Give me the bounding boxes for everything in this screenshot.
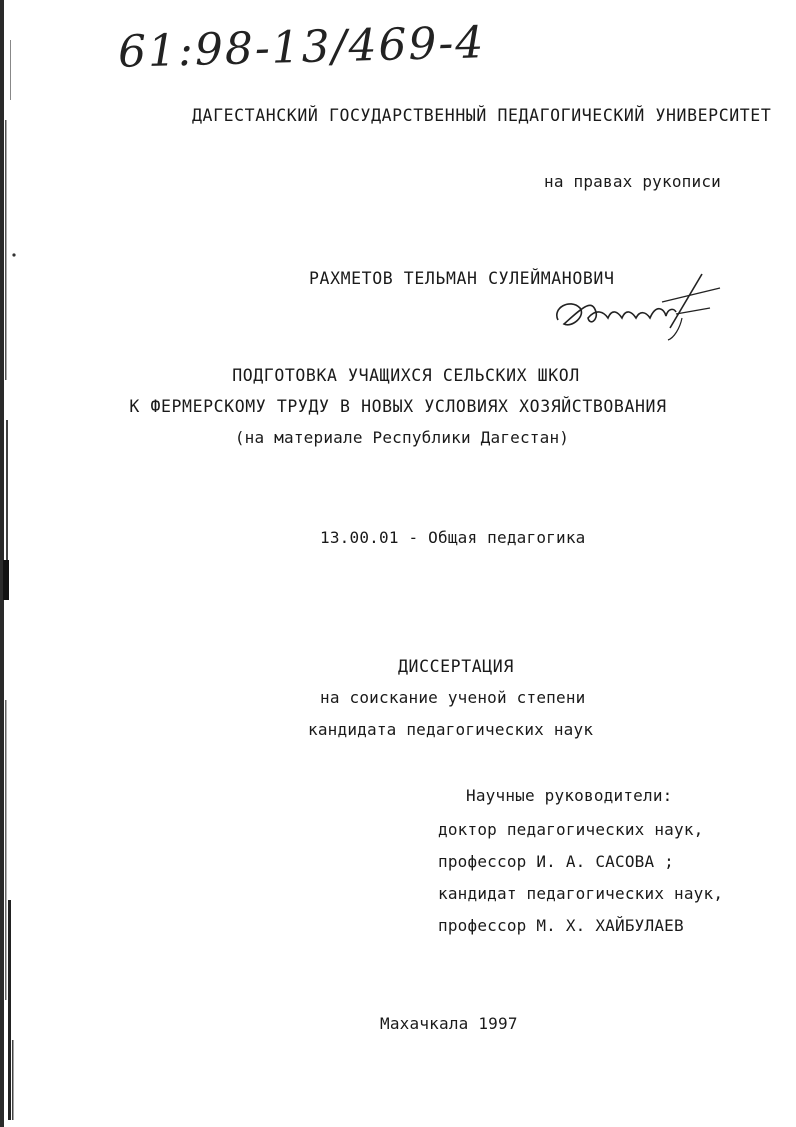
author-signature (552, 268, 728, 344)
archive-number: 61:98-13/469-4 (117, 17, 486, 78)
scan-edge-artifact (0, 0, 22, 1127)
author-name: РАХМЕТОВ ТЕЛЬМАН СУЛЕЙМАНОВИЧ (309, 269, 615, 288)
supervisor-line: профессор М. Х. ХАЙБУЛАЕВ (438, 916, 684, 935)
degree-line-2: кандидата педагогических наук (308, 720, 594, 739)
specialty-code: 13.00.01 - Общая педагогика (320, 528, 586, 547)
thesis-title-line-2: К ФЕРМЕРСКОМУ ТРУДУ В НОВЫХ УСЛОВИЯХ ХОЗЯЙСТВОВАНИЯ (129, 397, 667, 416)
dissertation-heading: ДИССЕРТАЦИЯ (398, 657, 514, 676)
supervisor-line: доктор педагогических наук, (438, 820, 704, 839)
supervisor-line: профессор И. А. САСОВА ; (438, 852, 674, 871)
supervisor-line: кандидат педагогических наук, (438, 884, 724, 903)
supervisors-heading: Научные руководители: (466, 786, 673, 805)
thesis-title-line-1: ПОДГОТОВКА УЧАЩИХСЯ СЕЛЬСКИХ ШКОЛ (232, 366, 580, 385)
place-and-year: Махачкала 1997 (380, 1014, 518, 1033)
university-name: ДАГЕСТАНСКИЙ ГОСУДАРСТВЕННЫЙ ПЕДАГОГИЧЕСКИЙ УНИВЕРСИТЕТ (192, 106, 772, 125)
manuscript-rights: на правах рукописи (544, 172, 721, 191)
thesis-title-line-3: (на материале Республики Дагестан) (234, 428, 570, 447)
degree-line-1: на соискание ученой степени (320, 688, 586, 707)
